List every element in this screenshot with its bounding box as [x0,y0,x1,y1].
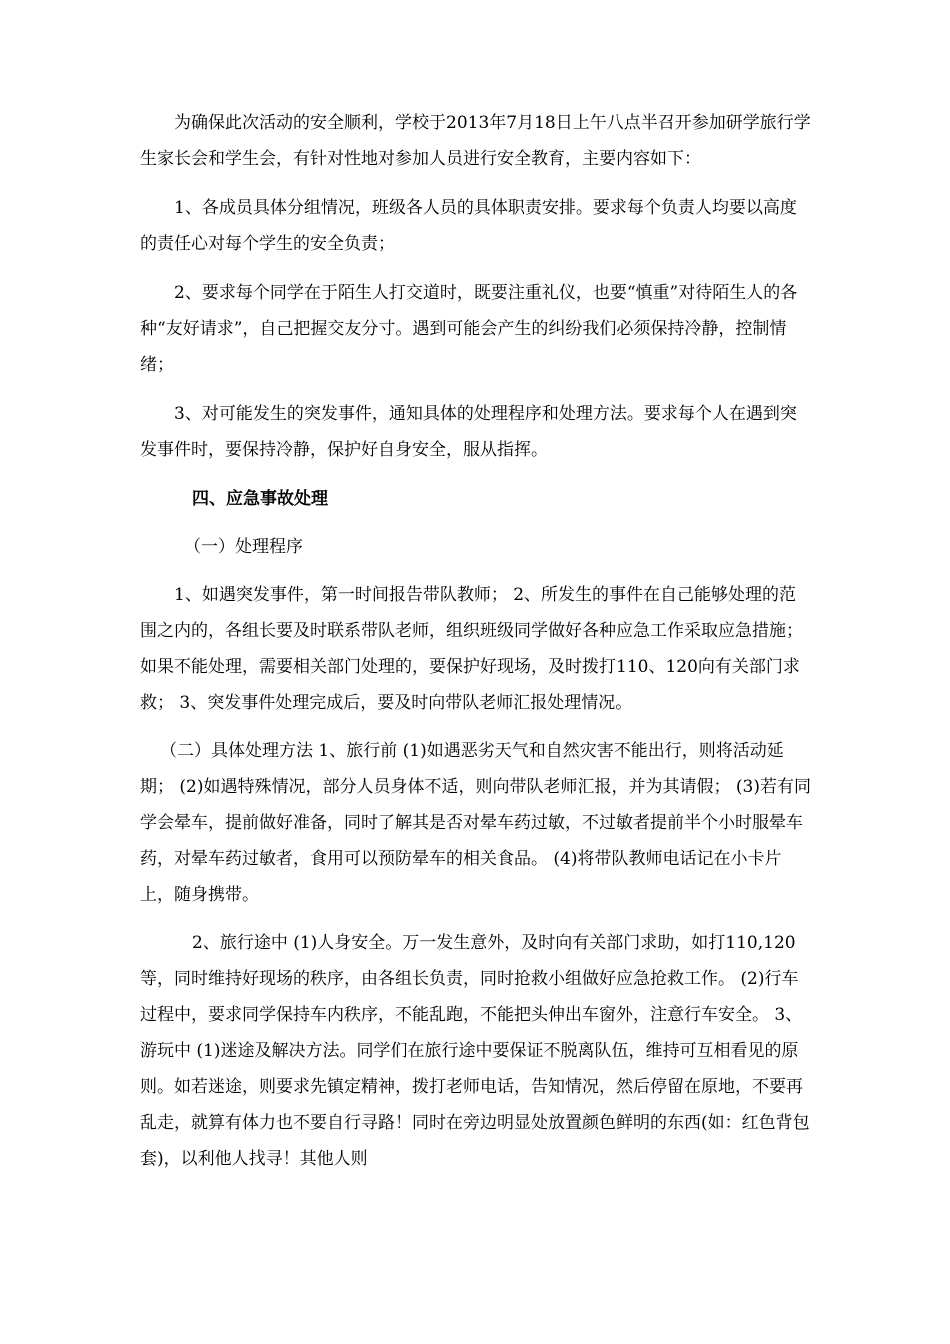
item-3-paragraph: 3、对可能发生的突发事件，通知具体的处理程序和处理方法。要求每个人在遇到突发事件时，要保持冷静，保护好自身安全，服从指挥。 [140,404,797,460]
item-1-paragraph: 1、各成员具体分组情况，班级各人员的具体职责安排。要求每个负责人均要以高度的责任心对每个学生的安全负责； [140,198,797,254]
intro-paragraph: 为确保此次活动的安全顺利，学校于2013年7月18日上午八点半召开参加研学旅行学生家长会和学生会，有针对性地对参加人员进行安全教育，主要内容如下： [140,113,811,169]
document-page [140,105,812,1177]
item-2-paragraph: 2、要求每个同学在于陌生人打交道时，既要注重礼仪，也要“慎重”对待陌生人的各种“友好请求”，自己把握交友分寸。遇到可能会产生的纠纷我们必须保持冷静，控制情绪； [140,283,798,375]
procedure-paragraph: 1、如遇突发事件，第一时间报告带队教师； 2、所发生的事件在自己能够处理的范围之内的，各组长要及时联系带队老师，组织班级同学做好各种应急工作采取应急措施；如果不能处理，需要相关部门处理的，要保护好现场，及时拨打110、120向有关部门求救； 3、突发事件处理完成后，要及时向带队老师汇报处理情况。 [140,585,803,713]
section-heading: 四、应急事故处理 [192,489,328,509]
subsection-heading: （一）处理程序 [184,537,303,557]
travel-paragraph: 2、旅行途中 (1)人身安全。万一发生意外，及时向有关部门求助，如打110,120等，同时维持好现场的秩序，由各组长负责，同时抢救小组做好应急抢救工作。 (2)行车过程中，要求同学保持车内秩序，不能乱跑，不能把头伸出车窗外，注意行车安全。 3、游玩中 (1)迷途及解决方法。同学们在旅行途中要保证不脱离队伍，维持可互相看见的原则。如若迷途，则要求先镇定精神，拨打老师电话，告知情况，然后停留在原地，不要再乱走，就算有体力也不要自行寻路！同时在旁边明显处放置颜色鲜明的东西(如：红色背包套)，以利他人找寻！其他人则 [140,933,810,1169]
methods-paragraph: （二）具体处理方法 1、旅行前 (1)如遇恶劣天气和自然灾害不能出行，则将活动延期； (2)如遇特殊情况，部分人员身体不适，则向带队老师汇报，并为其请假； (3)若有同学会晕车，提前做好准备，同时了解其是否对晕车药过敏，不过敏者提前半个小时服晕车药，对晕车药过敏者，食用可以预防晕车的相关食品。 (4)将带队教师电话记在小卡片上，随身携带。 [140,741,811,905]
